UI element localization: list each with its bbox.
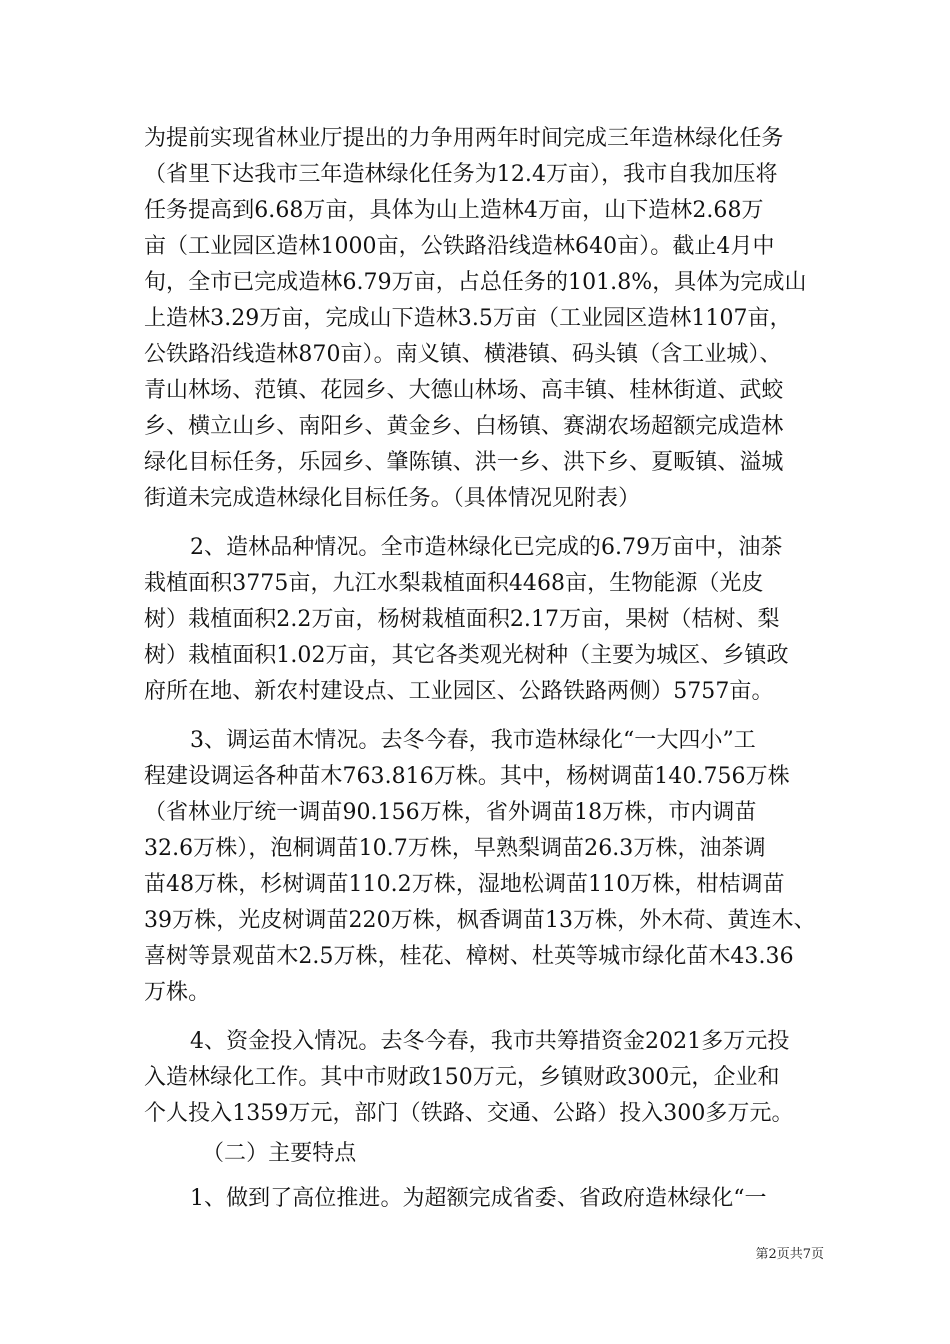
paragraph-line: 乡、横立山乡、南阳乡、黄金乡、白杨镇、赛湖农场超额完成造林 [144, 414, 784, 439]
paragraph-line: 2、造林品种情况。全市造林绿化已完成的6.79万亩中，油茶 [190, 535, 783, 560]
paragraph-line: 旬，全市已完成造林6.79万亩，占总任务的101.8%，具体为完成山 [144, 270, 807, 295]
paragraph-line: 喜树等景观苗木2.5万株，桂花、樟树、杜英等城市绿化苗木43.36 [144, 944, 794, 969]
paragraph-line: 亩（工业园区造林1000亩，公铁路沿线造林640亩）。截止4月中 [144, 234, 775, 259]
paragraph-line: 青山林场、范镇、花园乡、大德山林场、高丰镇、桂林街道、武蛟 [144, 378, 784, 403]
paragraph-line: 万株。 [144, 980, 211, 1005]
paragraph-line: 街道未完成造林绿化目标任务。（具体情况见附表） [144, 486, 641, 511]
paragraph-line: 公铁路沿线造林870亩）。南义镇、横港镇、码头镇（含工业城）、 [144, 342, 782, 367]
paragraph-line: 3、调运苗木情况。去冬今春，我市造林绿化“一大四小”工 [190, 728, 756, 753]
paragraph-line: 个人投入1359万元，部门（铁路、交通、公路）投入300多万元。 [144, 1101, 794, 1126]
paragraph-line: 府所在地、新农村建设点、工业园区、公路铁路两侧）5757亩。 [144, 679, 774, 704]
paragraph-line: 为提前实现省林业厅提出的力争用两年时间完成三年造林绿化任务 [144, 126, 784, 151]
paragraph-line: 32.6万株），泡桐调苗10.7万株，早熟梨调苗26.3万株，油茶调 [144, 836, 766, 861]
paragraph-line: 苗48万株，杉树调苗110.2万株，湿地松调苗110万株，柑桔调苗 [144, 872, 785, 897]
paragraph-line: 绿化目标任务，乐园乡、肇陈镇、洪一乡、洪下乡、夏畈镇、溢城 [144, 450, 784, 475]
paragraph-line: 入造林绿化工作。其中市财政150万元，乡镇财政300元，企业和 [144, 1065, 780, 1090]
paragraph-line: 栽植面积3775亩，九江水梨栽植面积4468亩，生物能源（光皮 [144, 571, 764, 596]
page-number: 第2页共7页 [755, 1247, 824, 1262]
paragraph-line: （省里下达我市三年造林绿化任务为12.4万亩），我市自我加压将 [144, 162, 778, 187]
paragraph-line: 程建设调运各种苗木763.816万株。其中，杨树调苗140.756万株 [144, 764, 790, 789]
paragraph-line: 上造林3.29万亩，完成山下造林3.5万亩（工业园区造林1107亩， [144, 306, 792, 331]
paragraph-line: 1、做到了高位推进。为超额完成省委、省政府造林绿化“一 [190, 1186, 767, 1211]
paragraph-line: （省林业厅统一调苗90.156万株，省外调苗18万株，市内调苗 [144, 800, 757, 825]
paragraph-line: 树）栽植面积2.2万亩，杨树栽植面积2.17万亩，果树（桔树、梨 [144, 607, 780, 632]
paragraph-line: 任务提高到6.68万亩，具体为山上造林4万亩，山下造林2.68万 [144, 198, 764, 223]
paragraph-line: 树）栽植面积1.02万亩，其它各类观光树种（主要为城区、乡镇政 [144, 643, 789, 668]
section-heading: （二）主要特点 [202, 1141, 357, 1166]
paragraph-line: 39万株，光皮树调苗220万株，枫香调苗13万株，外木荷、黄连木、 [144, 908, 816, 933]
paragraph-line: 4、资金投入情况。去冬今春，我市共筹措资金2021多万元投 [190, 1029, 790, 1054]
